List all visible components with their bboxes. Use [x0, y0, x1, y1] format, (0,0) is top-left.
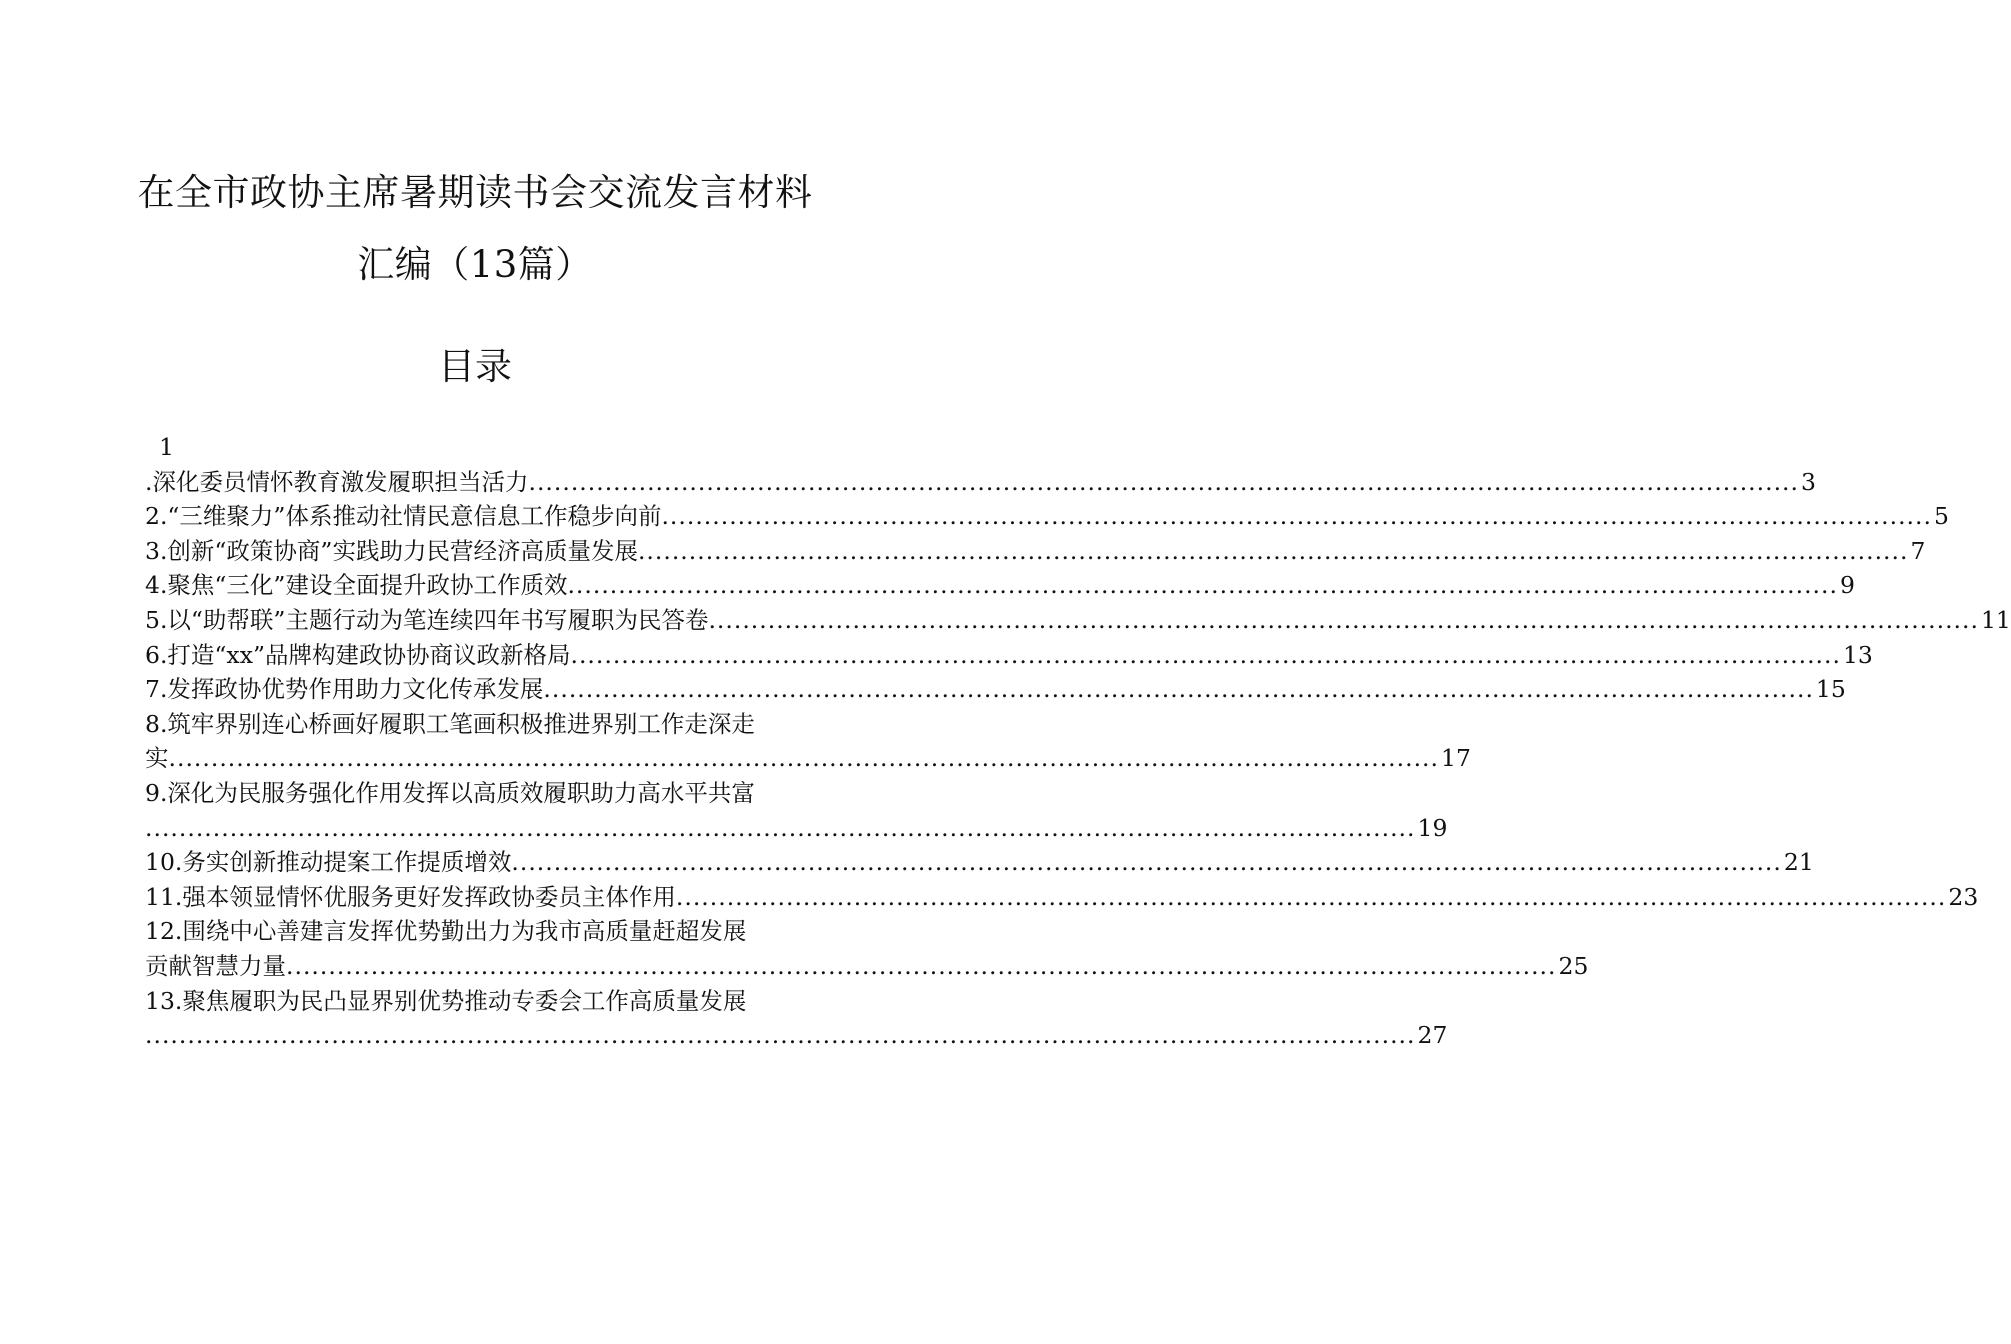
toc-entry[interactable]: [145, 707, 1471, 776]
toc-entry-title: 10.务实创新推动提案工作提质增效: [145, 848, 512, 877]
toc-entry-title: 实: [145, 744, 169, 773]
toc-entry-title: 6.打造“xx”品牌构建政协协商议政新格局: [145, 640, 571, 669]
toc-leader-dots: ......................................................................................................................................................: [675, 882, 1947, 911]
toc-page-number: 25: [1558, 951, 1589, 980]
toc-page-number: 7: [1910, 536, 1926, 565]
toc-entry[interactable]: [145, 914, 1589, 983]
toc-entry[interactable]: [145, 603, 2011, 638]
toc-entry-title: 11.强本领显情怀优服务更好发挥政协委员主体作用: [145, 882, 676, 911]
toc-entry-line: 9.深化为民服务强化作用发挥以高质效履职助力高水平共富: [145, 778, 755, 807]
toc-entry-title: 7.发挥政协优势作用助力文化传承发展: [145, 675, 544, 704]
toc-entry[interactable]: [145, 499, 1949, 534]
toc-page-number: 11: [1980, 605, 2011, 634]
toc-leader-dots: ......................................................................................................................................................: [145, 1021, 1416, 1050]
toc-leader-dots: ......................................................................................................................................................: [286, 951, 1557, 980]
toc-page-number: 13: [1842, 640, 1873, 669]
toc-page-number: 15: [1815, 675, 1846, 704]
toc-entry[interactable]: [145, 776, 1448, 845]
toc-entry-title: 2.“三维聚力”体系推动社情民意信息工作稳步向前: [145, 502, 662, 531]
toc-entry-title: .深化委员情怀教育激发履职担当活力: [145, 467, 529, 496]
toc-leader-dots: ......................................................................................................................................................: [511, 848, 1782, 877]
toc-entry-line: 1: [159, 433, 174, 461]
toc-entry[interactable]: [145, 845, 1814, 880]
toc-page-number: 27: [1417, 1021, 1448, 1050]
toc-leader-dots: ......................................................................................................................................................: [543, 675, 1814, 704]
toc-heading: 目录: [438, 345, 512, 388]
toc-entry[interactable]: [145, 880, 1979, 915]
table-of-contents: [145, 430, 2011, 1053]
toc-entry[interactable]: [145, 430, 1816, 499]
toc-entry-line: 13.聚焦履职为民凸显界别优势推动专委会工作高质量发展: [145, 986, 747, 1015]
toc-entry-title: 贡献智慧力量: [145, 951, 286, 980]
document-title-line-1: 在全市政协主席暑期读书会交流发言材料: [137, 171, 813, 214]
toc-page-number: 5: [1933, 502, 1949, 531]
toc-leader-dots: ......................................................................................................................................................: [570, 640, 1841, 669]
toc-entry[interactable]: [145, 672, 1846, 707]
toc-entry-line: 8.筑牢界别连心桥画好履职工笔画积极推进界别工作走深走: [145, 709, 755, 738]
toc-leader-dots: ......................................................................................................................................................: [528, 467, 1799, 496]
toc-page-number: 19: [1417, 813, 1448, 842]
toc-page-number: 17: [1441, 744, 1471, 773]
toc-leader-dots: ......................................................................................................................................................: [708, 605, 1979, 634]
toc-leader-dots: ......................................................................................................................................................: [661, 502, 1932, 531]
toc-entry-title: 5.以“助帮联”主题行动为笔连续四年书写履职为民答卷: [145, 605, 709, 634]
toc-entry[interactable]: [145, 534, 1926, 569]
toc-entry[interactable]: [145, 568, 1855, 603]
toc-page-number: 3: [1800, 467, 1816, 496]
toc-page-number: 21: [1783, 848, 1814, 877]
toc-page-number: 23: [1948, 882, 1979, 911]
document-title-line-2: 汇编（13篇）: [357, 243, 593, 286]
toc-entry[interactable]: [145, 638, 1873, 673]
toc-leader-dots: ......................................................................................................................................................: [168, 744, 1439, 773]
toc-entry-title: 4.聚焦“三化”建设全面提升政协工作质效: [145, 571, 568, 600]
toc-leader-dots: ......................................................................................................................................................: [637, 536, 1909, 565]
toc-entry-line: 12.围绕中心善建言发挥优势勤出力为我市高质量赶超发展: [145, 917, 747, 946]
toc-page-number: 9: [1839, 571, 1855, 600]
toc-leader-dots: ......................................................................................................................................................: [145, 813, 1416, 842]
toc-leader-dots: ......................................................................................................................................................: [567, 571, 1838, 600]
toc-entry[interactable]: [145, 984, 1448, 1053]
toc-entry-title: 3.创新“政策协商”实践助力民营经济高质量发展: [145, 536, 638, 565]
